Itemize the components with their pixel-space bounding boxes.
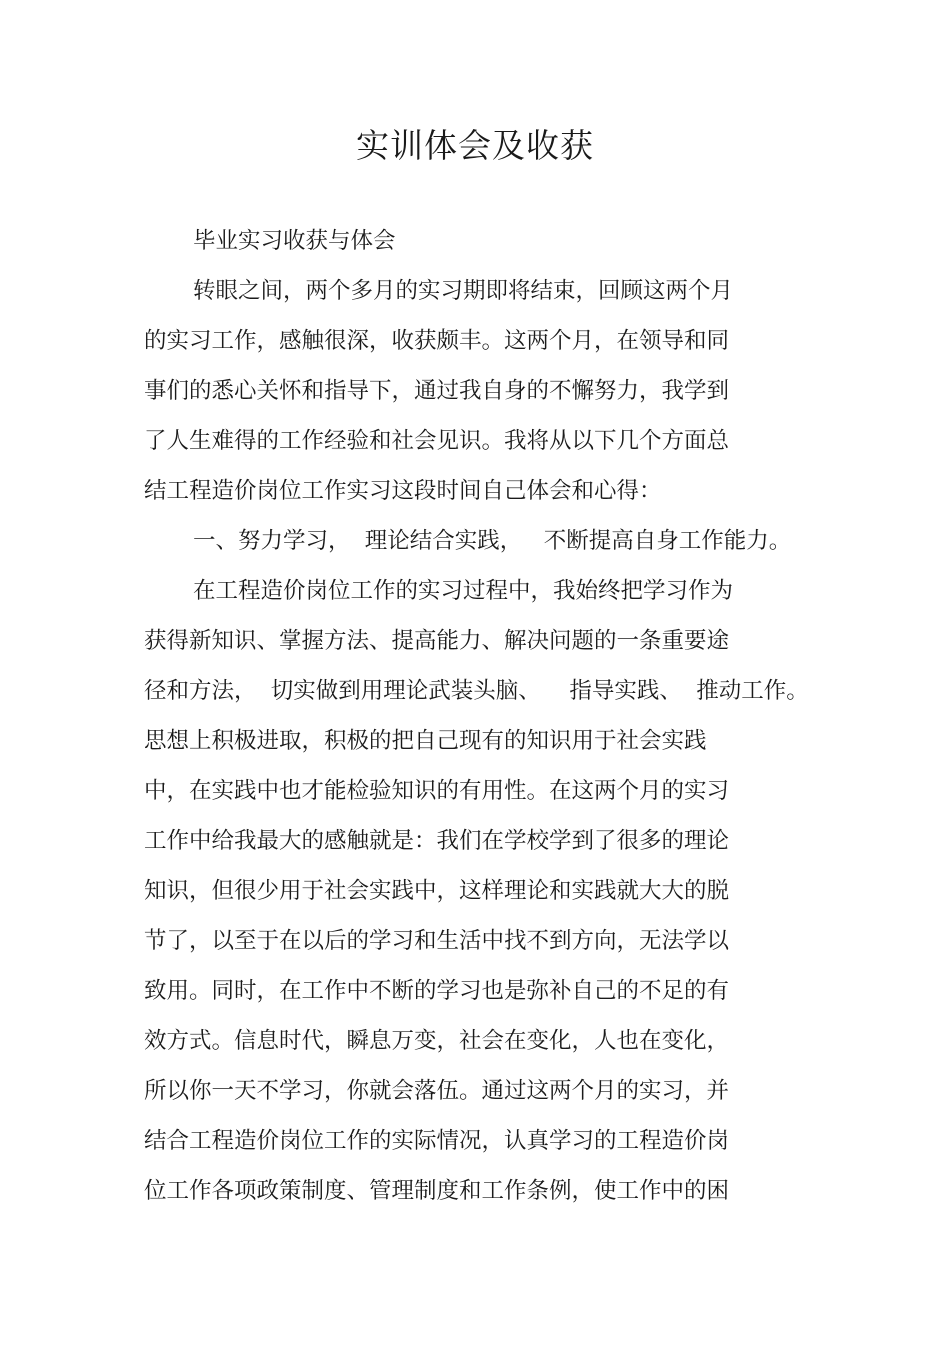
text-line: 所以你一天不学习，你就会落伍。通过这两个月的实习，并 — [144, 1078, 730, 1104]
text-line: 获得新知识、掌握方法、提高能力、解决问题的一条重要途 — [144, 628, 730, 654]
text-line: 致用。同时，在工作中不断的学习也是弥补自己的不足的有 — [144, 978, 730, 1004]
section-heading: 一、努力学习， 理论结合实践， 不断提高自身工作能力。 — [193, 528, 792, 554]
text-line: 效方式。信息时代，瞬息万变，社会在变化，人也在变化， — [144, 1028, 730, 1054]
text-line: 知识，但很少用于社会实践中，这样理论和实践就大大的脱 — [144, 878, 730, 904]
text-line: 位工作各项政策制度、管理制度和工作条例，使工作中的困 — [144, 1178, 730, 1204]
document-title: 实训体会及收获 — [356, 126, 594, 165]
text-line: 中，在实践中也才能检验知识的有用性。在这两个月的实习 — [144, 778, 730, 804]
text-line: 节了，以至于在以后的学习和生活中找不到方向，无法学以 — [144, 928, 730, 954]
text-line: 转眼之间，两个多月的实习期即将结束，回顾这两个月 — [193, 278, 734, 304]
text-line: 了人生难得的工作经验和社会见识。我将从以下几个方面总 — [144, 428, 730, 454]
text-line: 工作中给我最大的感触就是：我们在学校学到了很多的理论 — [144, 828, 730, 854]
text-line: 在工程造价岗位工作的实习过程中，我始终把学习作为 — [193, 578, 734, 604]
subtitle-line: 毕业实习收获与体会 — [193, 228, 396, 254]
text-line: 径和方法， 切实做到用理论武装头脑、 指导实践、 推动工作。 — [144, 678, 809, 704]
text-line: 思想上积极进取，积极的把自己现有的知识用于社会实践 — [144, 728, 707, 754]
text-line: 事们的悉心关怀和指导下，通过我自身的不懈努力，我学到 — [144, 378, 730, 404]
text-line: 结合工程造价岗位工作的实际情况，认真学习的工程造价岗 — [144, 1128, 730, 1154]
text-line: 的实习工作，感触很深，收获颇丰。这两个月，在领导和同 — [144, 328, 730, 354]
text-line: 结工程造价岗位工作实习这段时间自己体会和心得： — [144, 478, 662, 504]
